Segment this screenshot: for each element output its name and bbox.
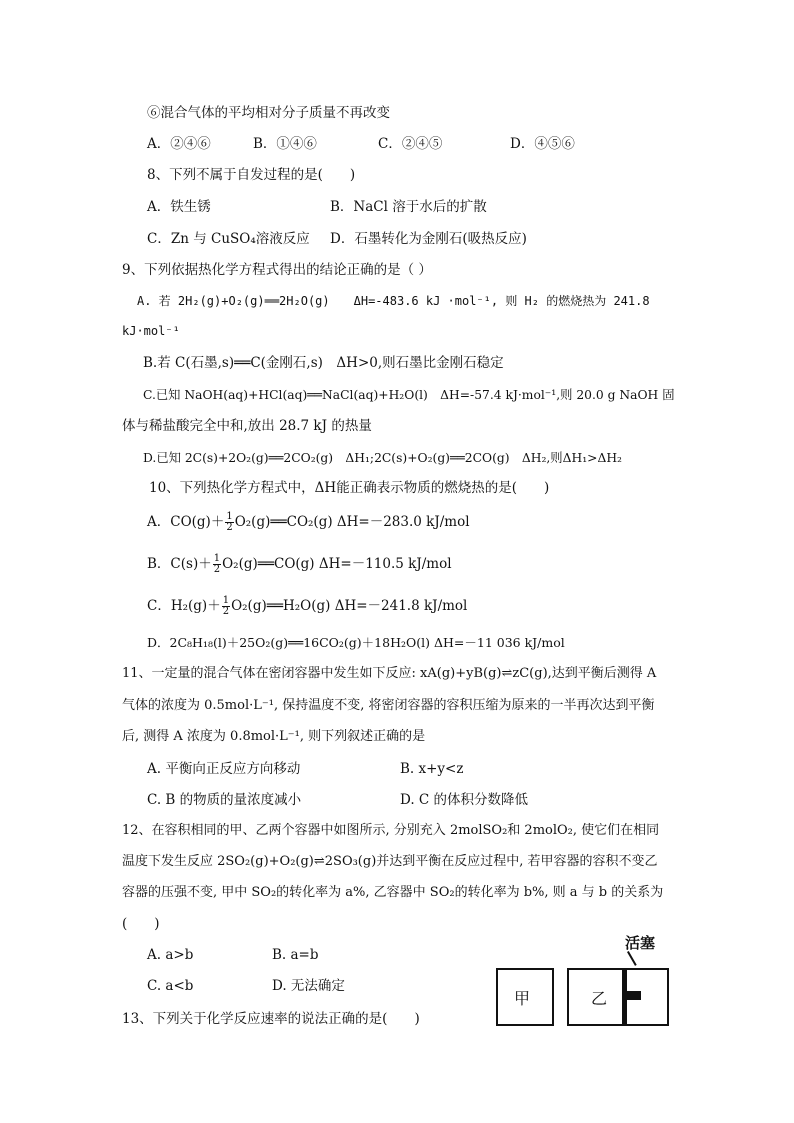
piston-label: 活塞 xyxy=(625,934,656,952)
q11-option-b: B. x+y<z xyxy=(400,761,464,777)
fraction-half: $\frac{1}{2}$ xyxy=(226,511,233,533)
q11-stem-line2: 气体的浓度为 0.5mol·L⁻¹, 保持温度不变, 将密闭容器的容积压缩为原来的一半再次达到平衡 xyxy=(122,698,655,713)
q11-option-a: A. 平衡向正反应方向移动 xyxy=(147,761,301,777)
container-yi xyxy=(567,968,669,1026)
q10-option-c-post: O₂(g)══H₂O(g) ΔH=－241.8 kJ/mol xyxy=(231,598,468,614)
q12-option-a: A. a>b xyxy=(147,947,194,963)
q10-option-c xyxy=(147,592,467,620)
q12-option-b: B. a=b xyxy=(272,947,319,963)
q9-stem: 9、下列依据热化学方程式得出的结论正确的是（ ） xyxy=(122,262,432,278)
q8-option-b: B．NaCl 溶于水后的扩散 xyxy=(330,199,487,215)
q8-option-d: D．石墨转化为金刚石(吸热反应) xyxy=(330,231,527,247)
piston-rod xyxy=(627,991,641,1000)
q12-stem-line1: 12、在容积相同的甲、乙两个容器中如图所示, 分别充入 2molSO₂和 2molO₂, 使它们在相同 xyxy=(122,823,660,838)
q10-option-c-pre: C．H₂(g)＋ xyxy=(147,598,221,614)
q7-option-d: D．④⑤⑥ xyxy=(510,136,575,152)
q10-option-a-post: O₂(g)══CO₂(g) ΔH=－283.0 kJ/mol xyxy=(234,514,470,530)
q9-option-a-line2: kJ·mol⁻¹ xyxy=(122,324,180,338)
q11-stem-line1: 11、一定量的混合气体在密闭容器中发生如下反应: xA(g)+yB(g)⇌zC(g),达到平衡后测得 A xyxy=(122,666,657,681)
fraction-half: $\frac{1}{2}$ xyxy=(213,553,221,575)
fraction-half: $\frac{1}{2}$ xyxy=(222,595,230,617)
q10-option-b-pre: B．C(s)＋ xyxy=(147,556,212,572)
q8-option-a: A．铁生锈 xyxy=(147,199,211,215)
q12-stem-line4: ( ) xyxy=(122,916,160,932)
q10-option-a-pre: A．CO(g)＋ xyxy=(147,514,225,530)
q7-option-b: B．①④⑥ xyxy=(253,136,317,152)
q7-option-c: C．②④⑤ xyxy=(378,136,443,152)
q10-option-a xyxy=(147,508,470,536)
q10-stem: 10、下列热化学方程式中，ΔH能正确表示物质的燃烧热的是( ) xyxy=(149,480,550,496)
q13-stem: 13、下列关于化学反应速率的说法正确的是( ) xyxy=(122,1011,420,1027)
q11-option-d: D. C 的体积分数降低 xyxy=(400,792,529,808)
q11-stem-line3: 后, 测得 A 浓度为 0.8mol·L⁻¹, 则下列叙述正确的是 xyxy=(122,729,426,744)
q8-stem: 8、下列不属于自发过程的是( ) xyxy=(147,167,356,183)
q9-option-a-line1: A. 若 2H₂(g)+O₂(g)══2H₂O(g) ΔH=-483.6 kJ ·mol⁻¹, 则 H₂ 的燃烧热为 241.8 xyxy=(137,294,650,308)
q7-option-a: A．②④⑥ xyxy=(147,136,211,152)
q8-option-c: C．Zn 与 CuSO₄溶液反应 xyxy=(147,231,310,247)
q7-item6: ⑥混合气体的平均相对分子质量不再改变 xyxy=(147,105,390,121)
q12-option-d: D. 无法确定 xyxy=(272,978,345,994)
container-yi-label: 乙 xyxy=(591,989,608,1008)
q11-option-c: C. B 的物质的量浓度减小 xyxy=(147,792,302,808)
q12-stem-line2: 温度下发生反应 2SO₂(g)+O₂(g)⇌2SO₃(g)并达到平衡在反应过程中, 若甲容器的容积不变乙 xyxy=(122,854,658,869)
q12-stem-line3: 容器的压强不变, 甲中 SO₂的转化率为 a%, 乙容器中 SO₂的转化率为 b%, 则 a 与 b 的关系为 xyxy=(122,885,664,900)
q9-option-c-line2: 体与稀盐酸完全中和,放出 28.7 kJ 的热量 xyxy=(122,418,372,434)
q9-option-d: D.已知 2C(s)+2O₂(g)══2CO₂(g) ΔH₁;2C(s)+O₂(g)══2CO(g) ΔH₂,则ΔH₁>ΔH₂ xyxy=(143,451,622,465)
q10-option-d: D．2C₈H₁₈(l)＋25O₂(g)══16CO₂(g)＋18H₂O(l) ΔH=－11 036 kJ/mol xyxy=(147,635,565,650)
q9-option-c-line1: C.已知 NaOH(aq)+HCl(aq)══NaCl(aq)+H₂O(l) ΔH=-57.4 kJ·mol⁻¹,则 20.0 g NaOH 固 xyxy=(143,388,675,402)
q9-option-b: B.若 C(石墨,s)══C(金刚石,s) ΔH>0,则石墨比金刚石稳定 xyxy=(143,355,504,371)
q12-option-c: C. a<b xyxy=(147,978,194,994)
container-jia-label: 甲 xyxy=(514,989,531,1008)
q10-option-b-post: O₂(g)══CO(g) ΔH=－110.5 kJ/mol xyxy=(222,556,452,572)
piston-label-pointer xyxy=(627,951,637,966)
q10-option-b xyxy=(147,550,452,578)
